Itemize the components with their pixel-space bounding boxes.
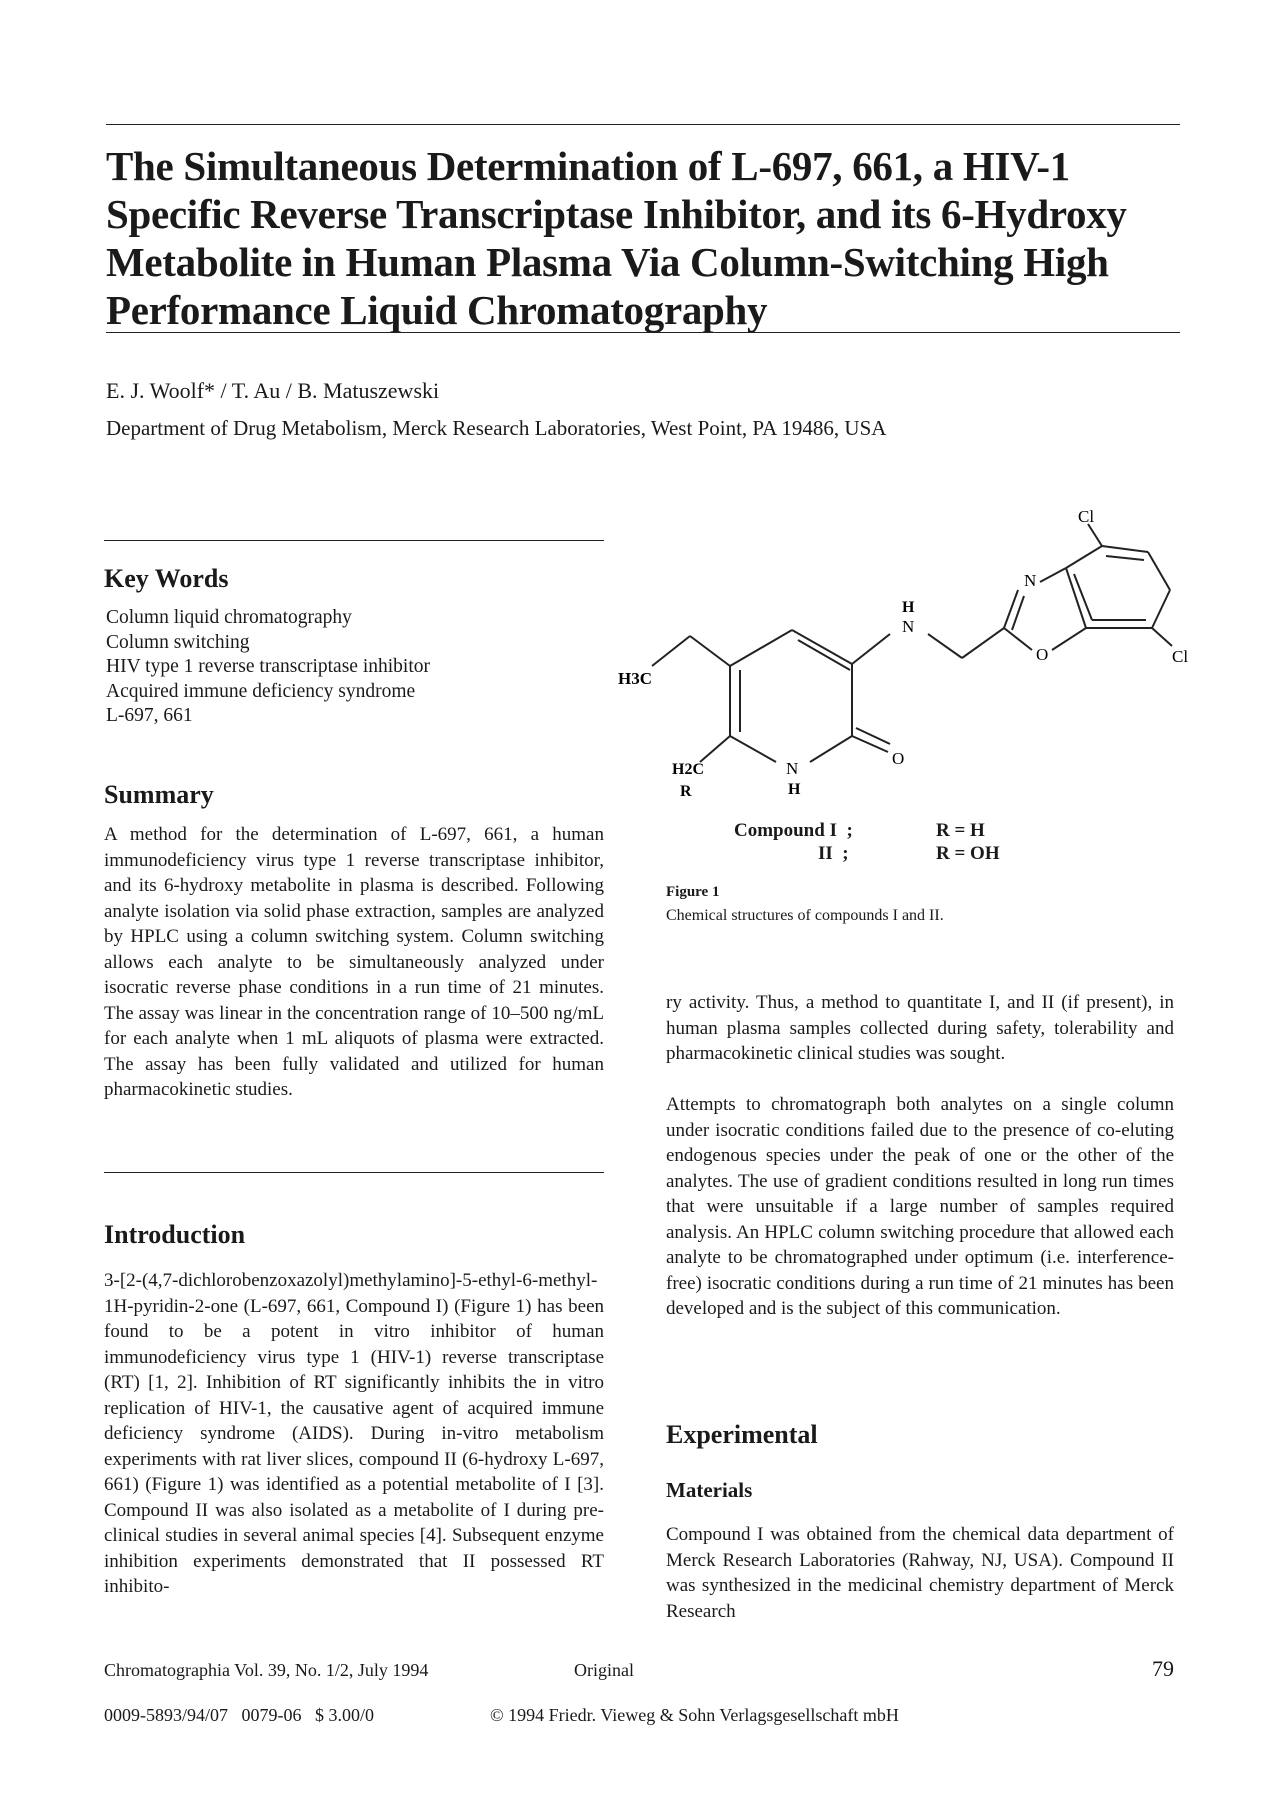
chemical-structure-figure — [618, 507, 1200, 830]
page-number: 79 — [1152, 1656, 1174, 1681]
summary-text: A method for the determination of L-697, 661, a human immunodeficiency virus type 1 reverse transcriptase inhibitor, and its 6-hydroxy metabolite in plasma is described. Following analyte isolation via solid phase extraction, samples are analyzed by HPLC using a column switching system. Column switching allows each analyte to be simultaneously analyzed under isocratic reverse phase conditions in a run time of 21 minutes. The assay was linear in the concentration range of 10–500 ng/mL for each analyte when 1 mL aliquots of plasma were extracted. The assay has been fully validated and utilized for human pharmacokinetic studies. — [104, 824, 604, 1100]
keywords-list — [106, 606, 430, 729]
atom-h2c: H2C — [672, 761, 704, 778]
atom-o-carbonyl: O — [892, 749, 905, 768]
figure-caption-label: Figure 1 — [666, 884, 720, 900]
atom-h-amine: H — [902, 599, 915, 616]
keyword-item: Column liquid chromatography — [106, 607, 352, 628]
keyword-item: L-697, 661 — [106, 705, 193, 726]
footer-article-type: Original — [574, 1660, 634, 1680]
atom-cl-right: Cl — [1172, 647, 1189, 666]
keyword-item: HIV type 1 reverse transcriptase inhibitor — [106, 656, 430, 677]
summary-rule — [104, 1172, 604, 1173]
summary-heading: Summary — [104, 780, 214, 809]
keywords-rule — [104, 540, 604, 541]
introduction-continued-p2: Attempts to chromatograph both analytes on a single column under isocratic conditions failed due to the presence of co-eluting endogenous species under the peak of one or the other of the analytes. The use of gradient conditions resulted in long run times that were unsuitable if a large number of samples required analysis. An HPLC column switching procedure that allowed each analyte to be chromatographed under optimum (i.e. interference-free) isocratic conditions during a run time of 21 minutes has been developed and is the subject of this communication. — [666, 1094, 1174, 1319]
atom-n-pyridinone: N — [786, 759, 799, 778]
introduction-continued-p1: ry activity. Thus, a method to quantitate I, and II (if present), in human plasma samples collected during safety, tolerability and pharmacokinetic clinical studies was sought. — [666, 992, 1174, 1064]
compound-label-2: II ; — [818, 843, 849, 864]
footer-journal: Chromatographia Vol. 39, No. 1/2, July 1994 — [104, 1660, 429, 1680]
title-bottom-rule — [106, 332, 1180, 333]
keyword-item: Acquired immune deficiency syndrome — [106, 680, 416, 702]
keywords-heading: Key Words — [104, 564, 229, 593]
atom-h-pyridinone: H — [788, 781, 801, 798]
title-top-rule — [106, 124, 1180, 125]
atom-o-ring: O — [1036, 645, 1049, 664]
article-title: The Simultaneous Determination of L-697, 661, a HIV-1 Specific Reverse Transcriptase Inhibitor, and its 6-Hydroxy Metabolite in Human Plasma Via Column-Switching High Performance Liquid Chromatography — [106, 143, 1127, 333]
introduction-text: 3-[2-(4,7-dichlorobenzoxazolyl)methylamino]-5-ethyl-6-methyl-1H-pyridin-2-one (L-697, 661, Compound I) (Figure 1) has been found to be a potent in vitro inhibitor of human immunodeficiency virus type 1 (HIV-1) reverse transcriptase (RT) [1, 2]. Inhibition of RT significantly inhibits the in vitro replication of HIV-1, the causative agent of acquired immune deficiency syndrome (AIDS). During in-vitro metabolism experiments with rat liver slices, compound II (6-hydroxy L-697, 661) (Figure 1) was identified as a potential metabolite of I [3]. Compound II was also isolated as a metabolite of I during pre-clinical studies in several animal species [4]. Subsequent enzyme inhibition experiments demonstrated that II possessed RT inhibito- — [104, 1270, 604, 1597]
atom-n-amine: N — [902, 617, 915, 636]
atom-n-ring: N — [1024, 571, 1037, 590]
r-definition-1: R = H — [936, 820, 985, 841]
atom-h3c: H3C — [618, 669, 652, 688]
introduction-heading: Introduction — [104, 1220, 246, 1249]
atom-cl-top: Cl — [1078, 507, 1095, 526]
materials-text: Compound I was obtained from the chemical data department of Merck Research Laboratories (Rahway, NJ, USA). Compound II was synthesized in the medicinal chemistry department of Merck Research — [666, 1524, 1174, 1622]
article-affiliation: Department of Drug Metabolism, Merck Research Laboratories, West Point, PA 19486, USA — [106, 416, 887, 440]
experimental-heading: Experimental — [666, 1420, 818, 1449]
compound-label-1: Compound I ; — [734, 820, 853, 841]
figure-caption: Chemical structures of compounds I and II. — [666, 907, 944, 924]
keyword-item: Column switching — [106, 631, 250, 653]
footer-copyright: © 1994 Friedr. Vieweg & Sohn Verlagsgesellschaft mbH — [490, 1705, 899, 1725]
atom-r: R — [680, 783, 692, 800]
r-definition-2: R = OH — [936, 843, 1000, 864]
footer-issn: 0009-5893/94/07 0079-06 $ 3.00/0 — [104, 1705, 374, 1725]
article-authors: E. J. Woolf* / T. Au / B. Matuszewski — [106, 378, 440, 403]
materials-heading: Materials — [666, 1478, 753, 1502]
